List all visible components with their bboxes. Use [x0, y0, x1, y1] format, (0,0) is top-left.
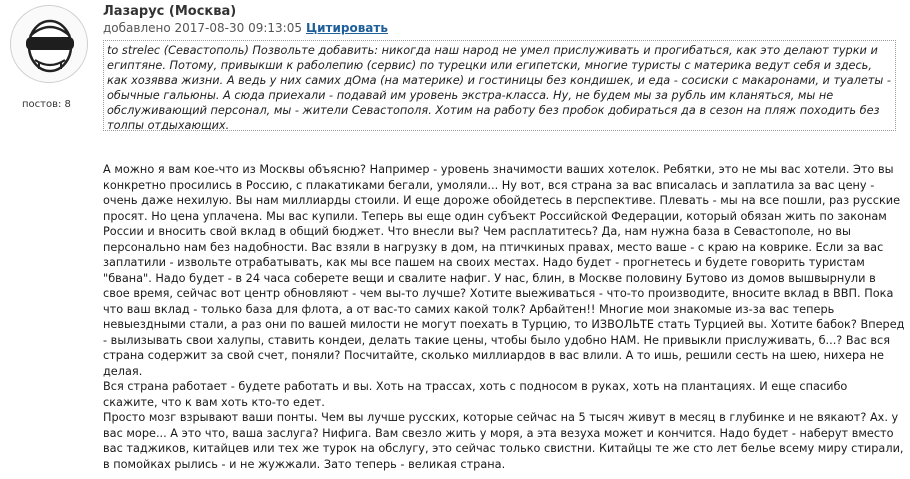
post-body [103, 162, 905, 472]
author-name[interactable]: Лазарус (Москва) [103, 4, 237, 19]
masked-face-icon [11, 6, 89, 84]
body-paragraph: А можно я вам кое-что из Москвы объясню? Например - уровень значимости ваших хотелок. Ребятки, это не мы вас хотели. Это вы конкретно просились в Россию, с плакатиками бегали, умоляли... Ну вот, вся страна за вас вписалась и заплатила за вас цену - очень даже нехилую. Вы нам миллиарды стоили. И еще дороже обойдетесь в перспективе. Плевать - мы на все пошли, раз русские просят. Но цена уплачена. Мы вас купили. Теперь вы еще один субъект Российской Федерации, который обязан жить по законам России и вносить свой вклад в общий бюджет. Что внесли вы? Чем расплатитесь? Да, нам нужна база в Севастополе, но вы персонально нам без надобности. Вас взяли в нагрузку в дом, на птичкиных правах, место ваше - с краю на коврике. Если за вас заплатили - извольте отрабатывать, как мы все пашем на своих местах. Надо будет - прогнетесь и будете говорить туристам "бвана". Надо будет - в 24 часа соберете вещи и свалите нафиг. У нас, блин, в Москве половину Бутово из домов вышвырнули в свое время, сейчас вот центр обновляют - чем вы-то лучше? Хотите выеживаться - что-то производите, вносите вклад в ВВП. Пока что ваш вклад - только база для флота, а от вас-то самих какой толк? Арбайтен!! Многие мои знакомые из-за вас теперь невыездными стали, а раз они по вашей милости не могут поехать в Турцию, то ИЗВОЛЬТЕ стать Турцией вы. Хотите бабок? Вперед - вылизывать свои халупы, ставить кондеи, делать такие цены, чтобы было удобно НАМ. Не привыкли прислуживать, б...? Вас вся страна содержит за свой счет, поняли? Посчитайте, сколько миллиардов в вас влили. А то ишь, решили сесть на шею, нихера не делая. [103, 163, 905, 378]
quote-link[interactable]: Цитировать [305, 21, 388, 35]
post-meta [103, 21, 388, 35]
post-date: добавлено 2017-08-30 09:13:05 [103, 21, 302, 35]
avatar[interactable] [10, 5, 88, 83]
post-count: постов: 8 [22, 99, 71, 110]
quote-block: to strelec (Севастополь) Позвольте добавить: никогда наш народ не умел прислуживать и прогибаться, как это делают турки и египтяне. Потому, привыкши к раболепию (сервис) по турецки или египетски, многие туристы с материка ведут себя и здесь, как хозявва жизни. А ведь у них самих дОма (на материке) и гостиницы без кондишек, и еда - сосиски с макаронами, и туалеты - обычные гальюны. А сюда приехали - подавай им уровень экстра-класса. Ну, не будем мы за рубль им кланяться, мы не обслуживающий персонал, мы - жители Севастополя. Хотим на работу без пробок добираться да в сезон на пляж походить без толпы отдыхающих. [103, 40, 896, 131]
user-panel [0, 0, 96, 479]
body-paragraph: Вся страна работает - будете работать и вы. Хоть на трассах, хоть с подносом в руках, хоть на плантациях. И еще спасибо скажите, что к вам хоть кто-то едет. [103, 380, 848, 409]
body-paragraph: Просто мозг взрывают ваши понты. Чем вы лучше русских, которые сейчас на 5 тысяч живут в месяц в глубинке и не вякают? Ах. у вас море... А это что, ваша заслуга? Нифига. Вам свезло жить у моря, а эта везуха может и кончится. Надо будет - наберут вместо вас таджиков, китайцев или тех же турок на обслугу, это сейчас только свистни. Китайцы те же сто лет белье всему миру стирали, в помойках рылись - и не жужжали. Зато теперь - великая страна. [103, 411, 904, 471]
